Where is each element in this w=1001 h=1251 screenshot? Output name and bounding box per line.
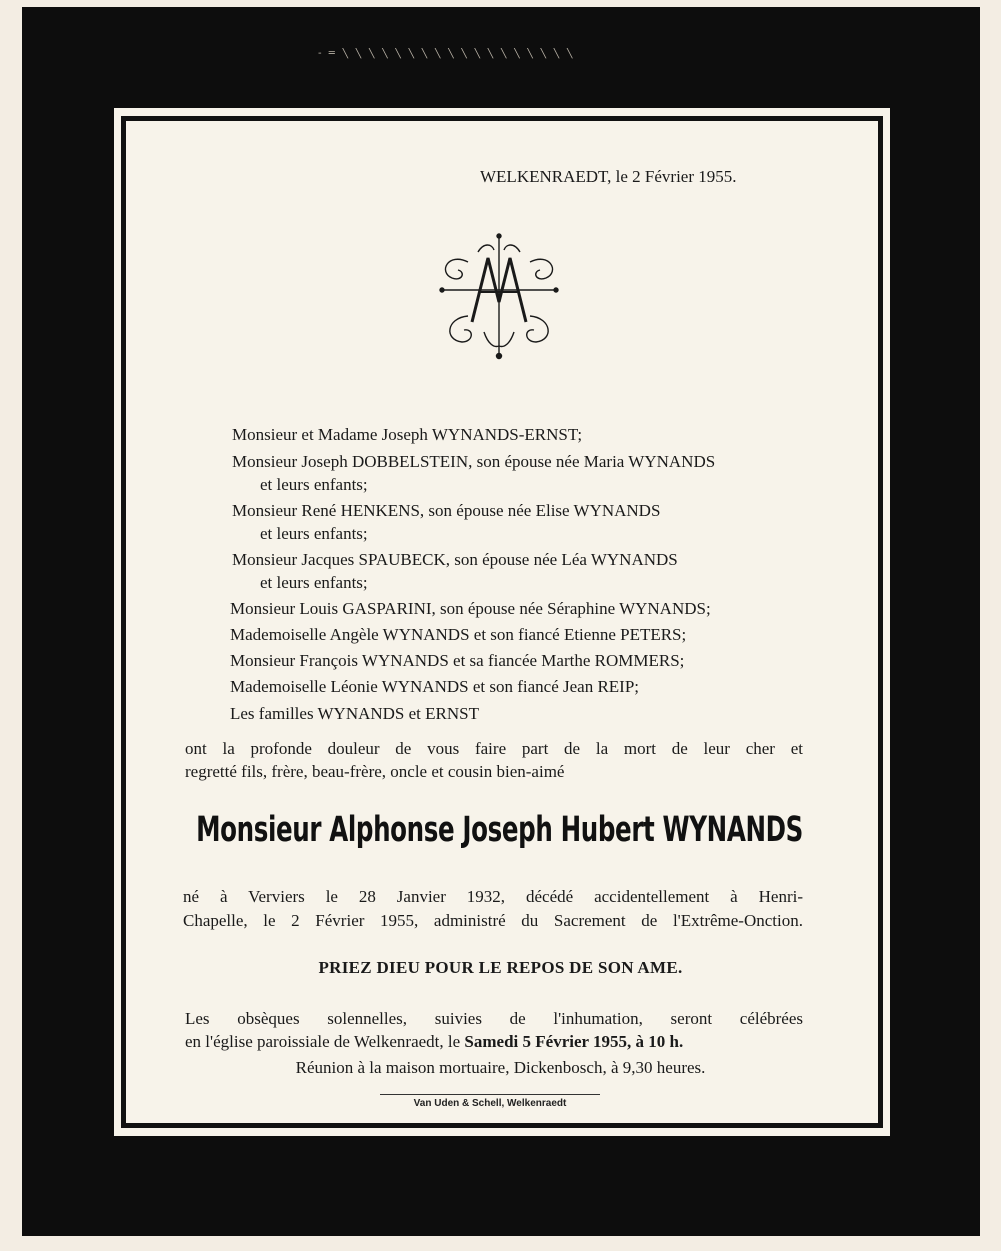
family-line: Monsieur Louis GASPARINI, son épouse née Séraphine WYNANDS; [230, 599, 711, 618]
prayer-line: PRIEZ DIEU POUR LE REPOS DE SON AME. [318, 958, 683, 977]
birth-death-line: Chapelle, le 2 Février 1955, administré du Sacrement de l'Extrême-Onction. [183, 911, 803, 930]
reunion-line: Réunion à la maison mortuaire, Dickenbosch, à 9,30 heures. [295, 1058, 706, 1077]
printer-rule [380, 1094, 600, 1095]
family-line: Monsieur Jacques SPAUBECK, son épouse née Léa WYNANDS [232, 550, 678, 569]
dateline: WELKENRAEDT, le 2 Février 1955. [480, 167, 737, 186]
funeral-line [185, 1031, 683, 1053]
family-line: et leurs enfants; [260, 475, 368, 494]
funeral-date: Samedi 5 Février 1955, à 10 h. [464, 1032, 684, 1051]
funeral-line: Les obsèques solennelles, suivies de l'inhumation, seront célébrées [185, 1009, 803, 1028]
family-line: Monsieur François WYNANDS et sa fiancée Marthe ROMMERS; [230, 651, 685, 670]
announcement-line: regretté fils, frère, beau-frère, oncle et cousin bien-aimé [185, 762, 565, 781]
monogram-icon [428, 232, 570, 364]
funeral-church-text: en l'église paroissiale de Welkenraedt, le [185, 1032, 461, 1051]
deceased-name: Monsieur Alphonse Joseph Hubert WYNANDS [196, 810, 803, 850]
announcement-line: ont la profonde douleur de vous faire part de la mort de leur cher et [185, 739, 803, 758]
family-line: Les familles WYNANDS et ERNST [230, 704, 479, 723]
printer-credit: Van Uden & Schell, Welkenraedt [413, 1098, 567, 1109]
family-line: Monsieur René HENKENS, son épouse née Elise WYNANDS [232, 501, 661, 520]
family-line: Monsieur et Madame Joseph WYNANDS-ERNST; [232, 425, 583, 444]
family-line: et leurs enfants; [260, 524, 368, 543]
birth-death-line: né à Verviers le 28 Janvier 1932, décédé accidentellement à Henri- [183, 887, 803, 906]
binding-mark: - ═ ╲ ╲ ╲ ╲ ╲ ╲ ╲ ╲ ╲ ╲ ╲ ╲ ╲ ╲ ╲ ╲ ╲ ╲ [318, 48, 575, 59]
family-line: Mademoiselle Angèle WYNANDS et son fiancé Etienne PETERS; [230, 625, 687, 644]
family-line: Mademoiselle Léonie WYNANDS et son fiancé Jean REIP; [230, 677, 640, 696]
family-line: Monsieur Joseph DOBBELSTEIN, son épouse née Maria WYNANDS [232, 452, 716, 471]
family-line: et leurs enfants; [260, 573, 368, 592]
